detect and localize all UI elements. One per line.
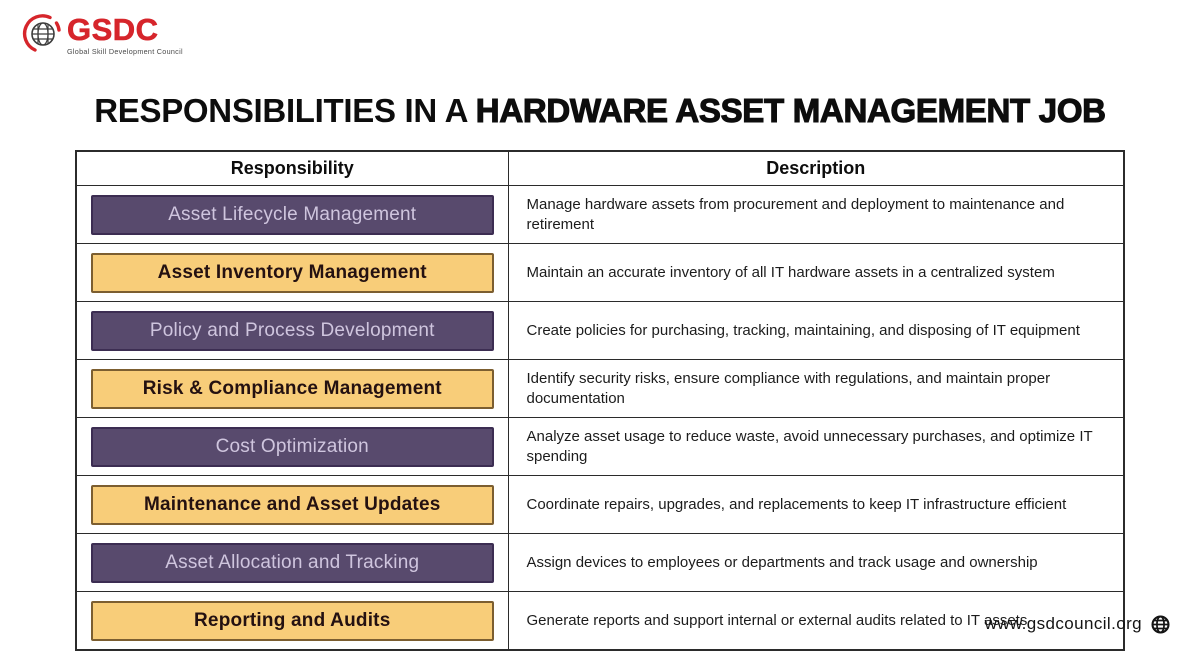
page-title xyxy=(0,92,1200,130)
description-cell: Generate reports and support internal or external audits related to IT assets xyxy=(508,592,1124,651)
responsibility-pill: Maintenance and Asset Updates xyxy=(91,485,494,525)
responsibility-cell xyxy=(76,360,508,418)
description-cell: Identify security risks, ensure compliance with regulations, and maintain proper documentation xyxy=(508,360,1124,418)
responsibility-cell xyxy=(76,302,508,360)
description-cell: Analyze asset usage to reduce waste, avoid unnecessary purchases, and optimize IT spending xyxy=(508,418,1124,476)
responsibility-cell xyxy=(76,418,508,476)
site-footer xyxy=(985,614,1170,634)
description-cell: Manage hardware assets from procurement and deployment to maintenance and retirement xyxy=(508,186,1124,244)
website-url: www.gsdcouncil.org xyxy=(984,614,1142,633)
description-cell: Maintain an accurate inventory of all IT hardware assets in a centralized system xyxy=(508,244,1124,302)
table-header-row xyxy=(76,151,1124,186)
logo-name: GSDC xyxy=(67,12,159,47)
page-title-emphasis: HARDWARE ASSET MANAGEMENT JOB xyxy=(475,92,1106,129)
responsibility-cell xyxy=(76,534,508,592)
table-row xyxy=(76,476,1124,534)
globe-icon xyxy=(1151,615,1170,634)
gsdc-logo xyxy=(22,10,183,56)
responsibility-cell xyxy=(76,476,508,534)
responsibility-cell xyxy=(76,592,508,651)
description-cell: Create policies for purchasing, tracking, maintaining, and disposing of IT equipment xyxy=(508,302,1124,360)
responsibility-pill: Asset Allocation and Tracking xyxy=(91,543,494,583)
responsibility-cell xyxy=(76,186,508,244)
table-row xyxy=(76,302,1124,360)
responsibility-pill: Asset Lifecycle Management xyxy=(91,195,494,235)
responsibility-pill: Reporting and Audits xyxy=(91,601,494,641)
table-row xyxy=(76,186,1124,244)
column-header-description: Description xyxy=(508,151,1124,186)
table-row xyxy=(76,244,1124,302)
responsibility-pill: Risk & Compliance Management xyxy=(91,369,494,409)
responsibility-pill: Policy and Process Development xyxy=(91,311,494,351)
logo-tagline: Global Skill Development Council xyxy=(67,47,183,56)
page-title-prefix: RESPONSIBILITIES IN A xyxy=(94,92,476,129)
responsibility-cell xyxy=(76,244,508,302)
description-cell: Assign devices to employees or departments and track usage and ownership xyxy=(508,534,1124,592)
responsibility-pill: Cost Optimization xyxy=(91,427,494,467)
table-row xyxy=(76,360,1124,418)
gsdc-globe-icon xyxy=(22,10,64,56)
column-header-responsibility: Responsibility xyxy=(76,151,508,186)
responsibility-pill: Asset Inventory Management xyxy=(91,253,494,293)
table-row xyxy=(76,418,1124,476)
table-row xyxy=(76,534,1124,592)
responsibilities-table xyxy=(75,150,1125,651)
description-cell: Coordinate repairs, upgrades, and replacements to keep IT infrastructure efficient xyxy=(508,476,1124,534)
table-row xyxy=(76,592,1124,651)
